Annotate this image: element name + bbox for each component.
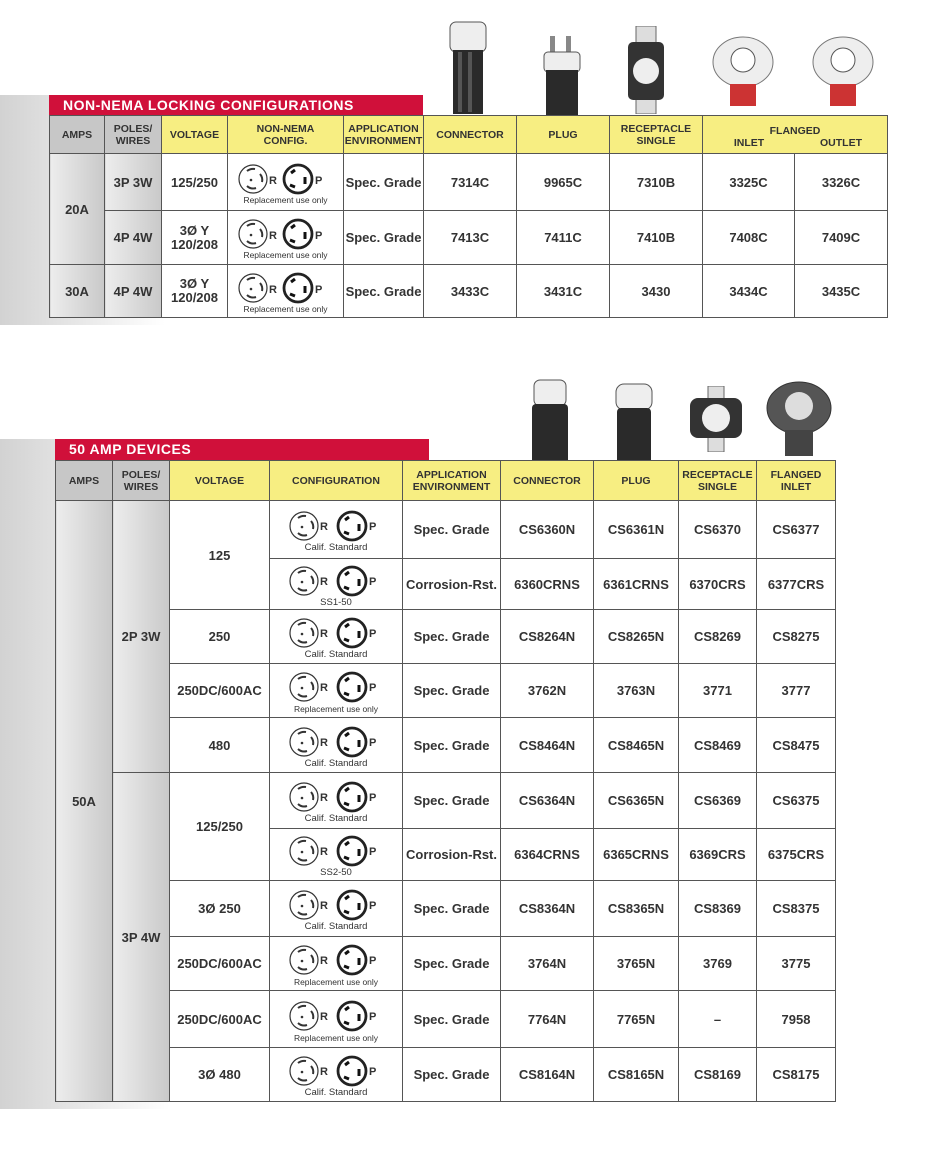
inlet-cell: 3775: [757, 937, 836, 991]
inlet-cell: 7958: [757, 991, 836, 1048]
table-row: [50, 265, 888, 318]
config-diagram: [286, 669, 386, 705]
svg-text:R: R: [320, 955, 328, 967]
inlet-cell: CS8375: [757, 881, 836, 937]
config-cell: [270, 881, 403, 937]
receptacle-cell: –: [679, 991, 757, 1048]
application-cell: Spec. Grade: [403, 664, 501, 718]
config-diagram: [286, 998, 386, 1034]
svg-text:R: R: [320, 736, 328, 749]
voltage-cell: 3Ø Y 120/208: [162, 265, 228, 318]
config-caption: Calif. Standard: [304, 757, 368, 769]
svg-text:R: R: [320, 792, 328, 804]
config-cell: [270, 991, 403, 1048]
table2-title: 50 AMP DEVICES: [55, 439, 429, 460]
plug-cell: 3431C: [517, 265, 610, 318]
svg-text:P: P: [369, 682, 377, 694]
header-outlet: OUTLET: [820, 137, 862, 149]
config-diagram: [286, 615, 386, 651]
application-cell: Spec. Grade: [403, 937, 501, 991]
svg-text:R: R: [268, 230, 277, 242]
table-row: [56, 610, 836, 664]
config-caption: Replacement use only: [243, 303, 328, 314]
connector-cell: 3433C: [424, 265, 517, 318]
connector-image: [526, 378, 574, 468]
poles-cell: 2P 3W: [113, 501, 170, 773]
table1-title: NON-NEMA LOCKING CONFIGURATIONS: [49, 95, 423, 115]
svg-text:P: P: [314, 174, 322, 187]
plug-cell: 6365CRNS: [594, 829, 679, 881]
connector-cell: CS8164N: [501, 1048, 594, 1102]
config-diagram: [236, 162, 336, 196]
outlet-cell: 3326C: [795, 154, 888, 211]
plug-cell: CS8165N: [594, 1048, 679, 1102]
header-connector: CONNECTOR: [501, 461, 594, 501]
connector-cell: 3762N: [501, 664, 594, 718]
config-diagram: [286, 779, 386, 815]
inlet-cell: 3434C: [703, 265, 795, 318]
config-cell: [270, 1048, 403, 1102]
config-caption: Calif. Standard: [304, 1087, 368, 1098]
table2: [55, 460, 836, 1102]
header-connector: CONNECTOR: [424, 116, 517, 154]
config-caption: Replacement use only: [243, 194, 328, 205]
table-row: [56, 664, 836, 718]
voltage-cell: 250DC/600AC: [170, 991, 270, 1048]
config-diagram: [286, 563, 386, 599]
receptacle-cell: 3771: [679, 664, 757, 718]
header-amps: AMPS: [56, 461, 113, 501]
svg-text:P: P: [369, 846, 377, 858]
plug-cell: 7411C: [517, 211, 610, 265]
application-cell: Corrosion-Rst.: [403, 829, 501, 881]
receptacle-cell: 3769: [679, 937, 757, 991]
connector-cell: 6360CRNS: [501, 559, 594, 610]
application-cell: Corrosion-Rst.: [403, 559, 501, 610]
svg-text:R: R: [320, 628, 328, 640]
config-caption: Calif. Standard: [304, 542, 368, 553]
header-receptacle: RECEPTACLE SINGLE: [679, 461, 757, 501]
application-cell: Spec. Grade: [403, 610, 501, 664]
poles-cell: 4P 4W: [105, 265, 162, 318]
plug-cell: 7765N: [594, 991, 679, 1048]
receptacle-cell: 7310B: [610, 154, 703, 211]
svg-text:R: R: [320, 1010, 328, 1023]
voltage-cell: 250: [170, 610, 270, 664]
svg-text:R: R: [268, 174, 277, 187]
inlet-cell: 6377CRS: [757, 559, 836, 610]
config-caption: Calif. Standard: [304, 813, 368, 824]
table1: [49, 115, 888, 318]
plug-cell: CS6365N: [594, 773, 679, 829]
application-cell: Spec. Grade: [403, 718, 501, 773]
table-row: [56, 991, 836, 1048]
voltage-cell: 125: [170, 501, 270, 610]
svg-text:P: P: [314, 283, 322, 296]
svg-text:R: R: [320, 900, 328, 912]
poles-cell: 3P 4W: [113, 773, 170, 1102]
application-cell: Spec. Grade: [403, 1048, 501, 1102]
config-diagram: [286, 508, 386, 544]
inlet-cell: 3325C: [703, 154, 795, 211]
config-diagram: [236, 271, 336, 305]
header-flanged-inlet: FLANGED INLET: [757, 461, 836, 501]
voltage-cell: 250DC/600AC: [170, 937, 270, 991]
config-caption: SS2-50: [320, 867, 352, 878]
svg-text:P: P: [369, 736, 377, 749]
config-cell: [228, 265, 344, 318]
svg-text:P: P: [369, 955, 377, 967]
flanged-inlet-image: [765, 380, 833, 458]
config-caption: Calif. Standard: [304, 649, 368, 660]
connector-cell: CS8464N: [501, 718, 594, 773]
poles-cell: 3P 3W: [105, 154, 162, 211]
plug-cell: CS8465N: [594, 718, 679, 773]
connector-cell: CS8364N: [501, 881, 594, 937]
config-cell: [270, 829, 403, 881]
plug-cell: 6361CRNS: [594, 559, 679, 610]
header-config: CONFIGURATION: [270, 461, 403, 501]
svg-text:P: P: [369, 628, 377, 640]
voltage-cell: 125/250: [162, 154, 228, 211]
inlet-cell: CS8475: [757, 718, 836, 773]
svg-text:P: P: [369, 575, 377, 588]
application-cell: Spec. Grade: [403, 991, 501, 1048]
plug-cell: 3765N: [594, 937, 679, 991]
config-cell: [270, 718, 403, 773]
config-caption: SS1-50: [320, 596, 352, 608]
config-diagram: [286, 942, 386, 978]
receptacle-cell: CS8169: [679, 1048, 757, 1102]
receptacle-cell: CS8269: [679, 610, 757, 664]
config-cell: [270, 559, 403, 610]
inlet-cell: CS8275: [757, 610, 836, 664]
config-caption: Replacement use only: [293, 1032, 379, 1043]
config-caption: Replacement use only: [293, 977, 379, 987]
svg-text:R: R: [320, 682, 328, 694]
connector-cell: 7413C: [424, 211, 517, 265]
table-row: [56, 501, 836, 559]
config-diagram: [286, 1053, 386, 1089]
config-cell: [228, 211, 344, 265]
connector-cell: 7314C: [424, 154, 517, 211]
application-cell: Spec. Grade: [344, 154, 424, 211]
voltage-cell: 3Ø Y 120/208: [162, 211, 228, 265]
svg-text:P: P: [369, 792, 377, 804]
inlet-cell: 3777: [757, 664, 836, 718]
svg-text:R: R: [268, 283, 277, 296]
config-caption: Calif. Standard: [304, 921, 368, 932]
config-caption: Replacement use only: [243, 250, 328, 260]
header-amps: AMPS: [50, 116, 105, 154]
table-row: [50, 211, 888, 265]
application-cell: Spec. Grade: [403, 881, 501, 937]
connector-cell: 6364CRNS: [501, 829, 594, 881]
svg-text:R: R: [320, 1066, 328, 1078]
flanged-outlet-image: [812, 36, 874, 108]
plug-image: [612, 382, 656, 466]
table-row: [56, 881, 836, 937]
receptacle-cell: CS6369: [679, 773, 757, 829]
connector-cell: 3764N: [501, 937, 594, 991]
connector-cell: CS6364N: [501, 773, 594, 829]
connector-image: [444, 14, 492, 114]
config-cell: [228, 154, 344, 211]
outlet-cell: 3435C: [795, 265, 888, 318]
voltage-cell: 250DC/600AC: [170, 664, 270, 718]
config-cell: [270, 501, 403, 559]
config-diagram: [286, 887, 386, 923]
amps-cell: 50A: [56, 501, 113, 1102]
voltage-cell: 125/250: [170, 773, 270, 881]
amps-cell: 20A: [50, 154, 105, 265]
config-cell: [270, 773, 403, 829]
poles-cell: 4P 4W: [105, 211, 162, 265]
inlet-cell: CS6377: [757, 501, 836, 559]
inlet-cell: CS8175: [757, 1048, 836, 1102]
voltage-cell: 480: [170, 718, 270, 773]
header-flanged: FLANGED INLET OUTLET: [703, 116, 888, 154]
config-caption: Replacement use only: [293, 704, 379, 714]
config-cell: [270, 664, 403, 718]
header-poles: POLES/ WIRES: [105, 116, 162, 154]
application-cell: Spec. Grade: [344, 265, 424, 318]
receptacle-cell: CS8469: [679, 718, 757, 773]
receptacle-cell: 3430: [610, 265, 703, 318]
receptacle-cell: 6369CRS: [679, 829, 757, 881]
header-application: APPLICATION ENVIRONMENT: [344, 116, 424, 154]
voltage-cell: 3Ø 250: [170, 881, 270, 937]
receptacle-image: [624, 26, 668, 114]
connector-cell: 7764N: [501, 991, 594, 1048]
plug-cell: CS6361N: [594, 501, 679, 559]
header-voltage: VOLTAGE: [162, 116, 228, 154]
table-row: [56, 773, 836, 829]
header-config: NON-NEMA CONFIG.: [228, 116, 344, 154]
receptacle-cell: 7410B: [610, 211, 703, 265]
header-plug: PLUG: [594, 461, 679, 501]
inlet-cell: CS6375: [757, 773, 836, 829]
outlet-cell: 7409C: [795, 211, 888, 265]
receptacle-cell: 6370CRS: [679, 559, 757, 610]
inlet-cell: 7408C: [703, 211, 795, 265]
flanged-inlet-image: [712, 36, 774, 108]
header-inlet: INLET: [733, 137, 765, 149]
plug-image: [540, 34, 584, 116]
config-diagram: [236, 217, 336, 251]
amps-cell: 30A: [50, 265, 105, 318]
table-row: [56, 1048, 836, 1102]
config-cell: [270, 937, 403, 991]
svg-text:P: P: [369, 1066, 377, 1078]
plug-cell: 3763N: [594, 664, 679, 718]
header-voltage: VOLTAGE: [170, 461, 270, 501]
plug-cell: CS8365N: [594, 881, 679, 937]
table-row: [56, 718, 836, 773]
inlet-cell: 6375CRS: [757, 829, 836, 881]
svg-text:R: R: [320, 846, 328, 858]
application-cell: Spec. Grade: [403, 773, 501, 829]
svg-text:R: R: [320, 575, 328, 588]
svg-text:P: P: [314, 230, 322, 242]
plug-cell: 9965C: [517, 154, 610, 211]
config-cell: [270, 610, 403, 664]
header-plug: PLUG: [517, 116, 610, 154]
header-poles: POLES/ WIRES: [113, 461, 170, 501]
svg-text:P: P: [369, 521, 377, 533]
application-cell: Spec. Grade: [403, 501, 501, 559]
svg-text:P: P: [369, 900, 377, 912]
receptacle-image: [688, 386, 744, 452]
svg-text:P: P: [369, 1010, 377, 1023]
voltage-cell: 3Ø 480: [170, 1048, 270, 1102]
plug-cell: CS8265N: [594, 610, 679, 664]
receptacle-cell: CS6370: [679, 501, 757, 559]
header-application: APPLICATION ENVIRONMENT: [403, 461, 501, 501]
connector-cell: CS8264N: [501, 610, 594, 664]
config-diagram: [286, 724, 386, 760]
connector-cell: CS6360N: [501, 501, 594, 559]
svg-text:R: R: [320, 521, 328, 533]
config-diagram: [286, 833, 386, 869]
receptacle-cell: CS8369: [679, 881, 757, 937]
application-cell: Spec. Grade: [344, 211, 424, 265]
table-row: [50, 154, 888, 211]
table-row: [56, 937, 836, 991]
header-receptacle: RECEPTACLE SINGLE: [610, 116, 703, 154]
